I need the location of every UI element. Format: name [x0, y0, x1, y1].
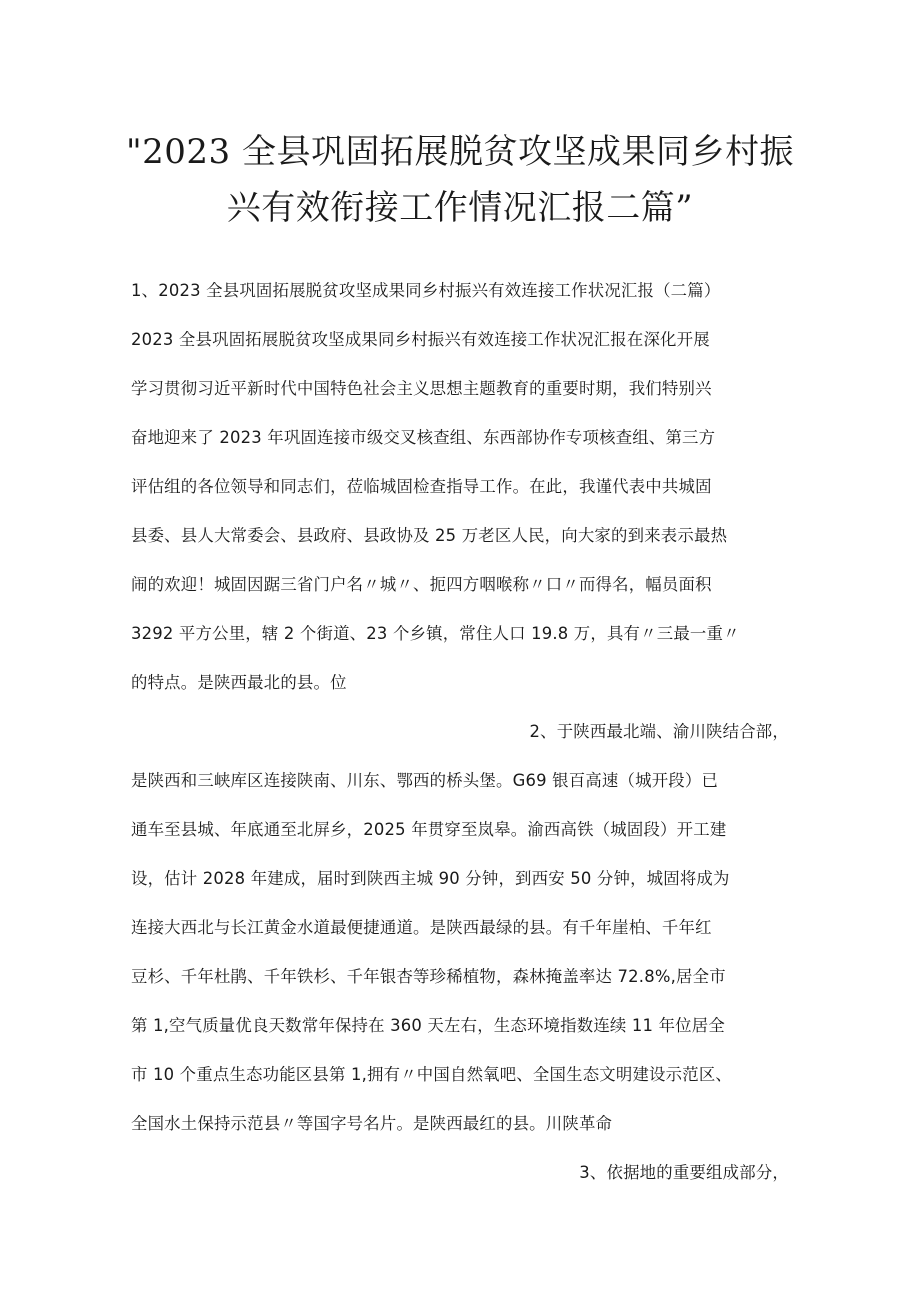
paragraph-line: 通车至县城、年底通至北屏乡，2025 年贯穿至岚皋。渝西高铁（城固段）开工建 [131, 820, 727, 839]
paragraph-line: 县委、县人大常委会、县政府、县政协及 25 万老区人民，向大家的到来表示最热 [131, 526, 728, 545]
paragraph-line: 的特点。是陕西最北的县。位 [131, 673, 347, 692]
paragraph-line: 设，估计 2028 年建成，届时到陕西主城 90 分钟，到西安 50 分钟，城固将成为 [131, 869, 730, 888]
paragraph-line: 豆杉、千年杜鹃、千年铁杉、千年银杏等珍稀植物，森林掩盖率达 72.8%,居全市 [131, 967, 726, 986]
document-title-line-2: 兴有效衔接工作情况汇报二篇” [226, 188, 694, 228]
paragraph-line: 1、2023 全县巩固拓展脱贫攻坚成果同乡村振兴有效连接工作状况汇报（二篇） [131, 281, 721, 300]
paragraph-line: 2023 全县巩固拓展脱贫攻坚成果同乡村振兴有效连接工作状况汇报在深化开展 [131, 330, 710, 349]
paragraph-line: 3、依据地的重要组成部分， [579, 1163, 789, 1182]
paragraph-line: 市 10 个重点生态功能区县第 1,拥有〃中国自然氧吧、全国生态文明建设示范区、 [131, 1065, 733, 1084]
paragraph-line: 3292 平方公里，辖 2 个街道、23 个乡镇，常住人口 19.8 万，具有〃三最一重〃 [131, 624, 740, 643]
paragraph-line: 全国水土保持示范县〃等国字号名片。是陕西最红的县。川陕革命 [131, 1114, 613, 1133]
paragraph-line: 闹的欢迎！城固因踞三省门户名〃城〃、扼四方咽喉称〃口〃而得名，幅员面积 [131, 575, 712, 594]
paragraph-line: 是陕西和三峡库区连接陕南、川东、鄂西的桥头堡。G69 银百高速（城开段）已 [131, 771, 719, 790]
paragraph-line: 连接大西北与长江黄金水道最便捷通道。是陕西最绿的县。有千年崖柏、千年红 [131, 918, 712, 937]
paragraph-line: 评估组的各位领导和同志们，莅临城固检查指导工作。在此，我谨代表中共城固 [131, 477, 712, 496]
paragraph-line: 第 1,空气质量优良天数常年保持在 360 天左右，生态环境指数连续 11 年位居全 [131, 1016, 725, 1035]
document-title-line-1: "2023 全县巩固拓展脱贫攻坚成果同乡村振 [126, 132, 794, 172]
paragraph-line: 学习贯彻习近平新时代中国特色社会主义思想主题教育的重要时期，我们特别兴 [131, 379, 712, 398]
paragraph-line: 2、于陕西最北端、渝川陕结合部， [529, 722, 789, 741]
paragraph-line: 奋地迎来了 2023 年巩固连接市级交叉核查组、东西部协作专项核查组、第三方 [131, 428, 716, 447]
